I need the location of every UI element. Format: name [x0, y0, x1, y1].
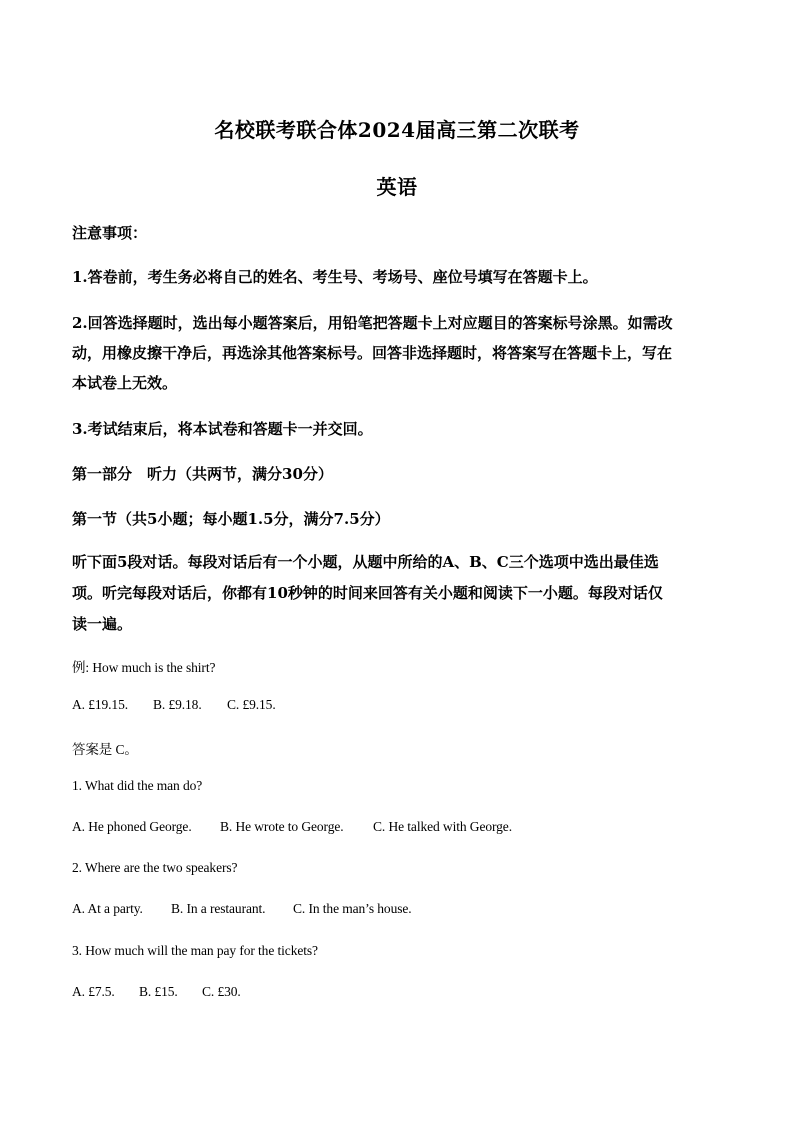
- question-3-option-a: A. £7.5.: [72, 984, 115, 999]
- example-option-a: A. £19.15.: [72, 697, 128, 712]
- question-3-options: [72, 984, 722, 1000]
- part1-heading: 第一部分 听力（共两节，满分30分）: [72, 465, 333, 483]
- question-3: 3. How much will the man pay for the tickets?: [72, 943, 318, 958]
- instruction-item-1: 1.答卷前，考生务必将自己的姓名、考生号、考场号、座位号填写在答题卡上。: [72, 268, 598, 286]
- question-1-option-b: B. He wrote to George.: [220, 819, 344, 834]
- instruction-item-2-line-2: 动，用橡皮擦干净后，再选涂其他答案标号。回答非选择题时，将答案写在答题卡上，写在: [72, 344, 673, 362]
- example-options: [72, 697, 722, 713]
- section1-heading: 第一节（共5小题；每小题1.5分，满分7.5分）: [72, 510, 390, 528]
- instruction-item-2-line-3: 本试卷上无效。: [72, 374, 178, 392]
- example-question: 例: How much is the shirt?: [72, 660, 216, 675]
- question-3-option-c: C. £30.: [202, 984, 241, 999]
- question-2-options: [72, 901, 722, 917]
- example-option-b: B. £9.18.: [153, 697, 202, 712]
- directions-line-3: 读一遍。: [72, 615, 133, 633]
- question-1: 1. What did the man do?: [72, 778, 203, 793]
- question-1-options: [72, 819, 722, 835]
- question-2-option-c: C. In the man’s house.: [293, 901, 412, 916]
- directions-line-1: 听下面5段对话。每段对话后有一个小题，从题中所给的A、B、C三个选项中选出最佳选: [72, 553, 659, 571]
- question-1-option-c: C. He talked with George.: [373, 819, 512, 834]
- exam-title: 名校联考联合体2024届高三第二次联考: [214, 118, 580, 142]
- directions-line-2: 项。听完每段对话后，你都有10秒钟的时间来回答有关小题和阅读下一小题。每段对话仅: [72, 584, 663, 602]
- question-2-option-b: B. In a restaurant.: [171, 901, 266, 916]
- example-answer: 答案是 C。: [72, 742, 138, 757]
- question-2: 2. Where are the two speakers?: [72, 860, 238, 875]
- instructions-heading: 注意事项：: [72, 224, 148, 242]
- instruction-item-3: 3.考试结束后，将本试卷和答题卡一并交回。: [72, 420, 373, 438]
- question-3-option-b: B. £15.: [139, 984, 178, 999]
- example-option-c: C. £9.15.: [227, 697, 276, 712]
- question-2-option-a: A. At a party.: [72, 901, 143, 916]
- instruction-item-2-line-1: 2.回答选择题时，选出每小题答案后，用铅笔把答题卡上对应题目的答案标号涂黑。如需改: [72, 314, 673, 332]
- subject-title: 英语: [376, 175, 418, 199]
- question-1-option-a: A. He phoned George.: [72, 819, 192, 834]
